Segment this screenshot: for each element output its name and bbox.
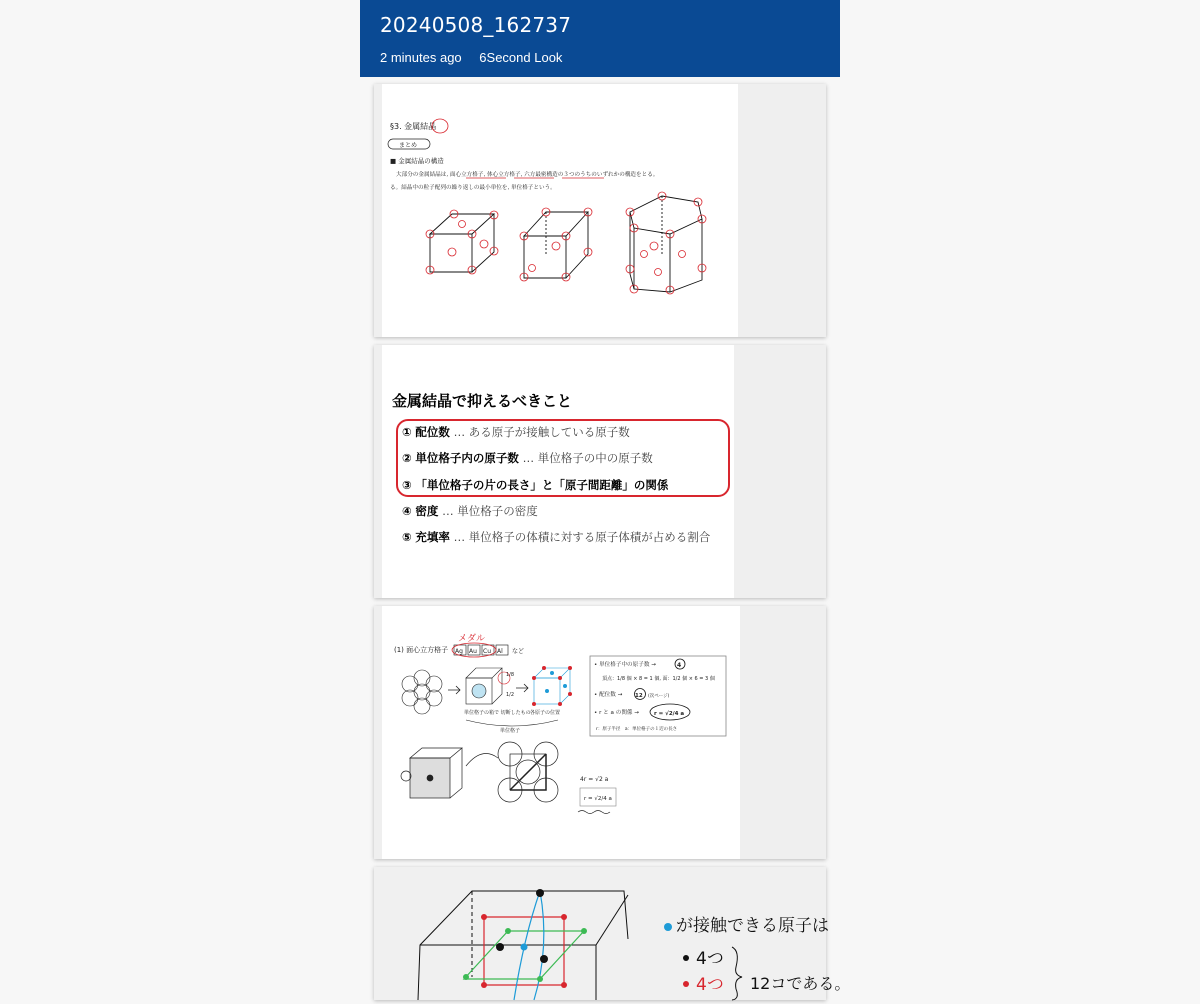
cut-cell-drawing (466, 668, 510, 704)
list-item: ③ 「単位格子の片の長さ」と「原子間距離」の関係 (402, 478, 669, 492)
list-item: ⑤ 充填率 … 単位格子の体積に対する原子体積が占める割合 (402, 530, 711, 544)
atom-dots (463, 889, 587, 988)
info-box (590, 656, 726, 736)
svg-text:4: 4 (677, 662, 682, 669)
body-line-2: る。結晶中の粒子配列の繰り返しの最小単位を, 単位格子という。 (390, 185, 556, 191)
summary-badge: まとめ (399, 142, 418, 149)
cube-face-drawing (401, 748, 462, 798)
svg-text:Au: Au (469, 648, 477, 655)
body-line-1: 大部分の金属結晶は, 面心立方格子, 体心立方格子, 六方最密構造の３つのうちのいずれかの構造をとる。 (396, 172, 659, 178)
equation-1: 4r = √2 a (580, 776, 609, 783)
page-title: 20240508_162737 (380, 13, 572, 37)
slide-image-2 (382, 345, 734, 598)
svg-text:• r と a の関係 →: • r と a の関係 → (594, 710, 639, 716)
svg-text:• 配位数 →: • 配位数 → (594, 692, 623, 698)
app-label: 6Second Look (479, 50, 563, 65)
slide-2-heading: 金属結晶で抑えるべきこと (392, 392, 573, 410)
svg-text:Cu: Cu (483, 648, 491, 655)
header-bar (360, 0, 840, 77)
note-line-1: が接触できる原子は (676, 916, 829, 936)
svg-text:12: 12 (635, 693, 643, 699)
red-dot-icon (683, 981, 689, 987)
unit-cell-label: 単位格子 (500, 728, 521, 734)
element-list (452, 633, 524, 657)
svg-text:1/8: 1/8 (506, 672, 515, 678)
note-line-3: 4つ (696, 975, 724, 995)
brace-icon (732, 947, 742, 1000)
svg-text:r：原子半径 a：単位格子の１辺の長さ: r：原子半径 a：単位格子の１辺の長さ (596, 727, 678, 732)
slide-card-1[interactable] (374, 84, 826, 337)
svg-text:r = √2/4 a: r = √2/4 a (654, 711, 685, 717)
slide-card-2[interactable] (374, 345, 826, 598)
slide-card-4[interactable] (374, 867, 851, 1000)
caption-cut: 単位格子の箱で 切断したもの (464, 710, 531, 716)
svg-text:頂点：1/8 個 × 8 = 1 個, 面：1/2 個 ×: 頂点：1/8 個 × 8 = 1 個, 面：1/2 個 × 6 = 3 個 (602, 676, 715, 682)
medal-annotation: メダル (458, 634, 486, 644)
caption-positions: 各原子の位置 (530, 710, 561, 716)
svg-text:など: など (512, 648, 525, 655)
fcc-title: (1) 面心立方格子 (394, 646, 449, 654)
header-meta (380, 50, 576, 65)
viewer-column (360, 0, 851, 1000)
note-line-2: 4つ (696, 949, 724, 969)
blue-dot-icon (664, 923, 672, 931)
arrow-icon (448, 686, 460, 694)
slide-image-3 (382, 606, 740, 859)
svg-text:(次ページ): (次ページ) (648, 694, 670, 699)
note-line-4: 12コである。 (750, 974, 851, 993)
fcc-positions-drawing (532, 666, 572, 706)
equation-2: r = √2/4 a (584, 796, 612, 802)
subheading: ■ 金属結晶の構造 (390, 157, 444, 165)
arrow-icon (466, 754, 498, 767)
hcp-prism-drawing (626, 192, 706, 294)
arrow-icon (516, 684, 528, 692)
svg-text:Ag: Ag (455, 648, 463, 655)
list-item: ① 配位数 … ある原子が接触している原子数 (402, 425, 630, 439)
list-item: ② 単位格子内の原子数 … 単位格子の中の原子数 (402, 451, 653, 465)
sphere-packing-drawing (402, 670, 442, 714)
list-item: ④ 密度 … 単位格子の密度 (402, 504, 538, 518)
slide-card-3[interactable] (374, 606, 826, 859)
svg-text:1/2: 1/2 (506, 692, 515, 698)
timestamp: 2 minutes ago (380, 50, 462, 65)
section-title: §3. 金属結晶 (390, 122, 437, 131)
slide-4-figure (374, 867, 851, 1000)
svg-text:• 単位格子中の原子数 →: • 単位格子中の原子数 → (594, 662, 656, 668)
svg-text:Al: Al (497, 648, 503, 655)
slide-3-figure (382, 606, 740, 859)
fcc-cube-drawing (426, 210, 498, 274)
slide-image-1 (382, 84, 738, 337)
bcc-cube-drawing (520, 208, 592, 281)
black-dot-icon (683, 955, 689, 961)
slide-1-figure (382, 84, 738, 337)
face-diagonal-drawing (498, 742, 558, 802)
